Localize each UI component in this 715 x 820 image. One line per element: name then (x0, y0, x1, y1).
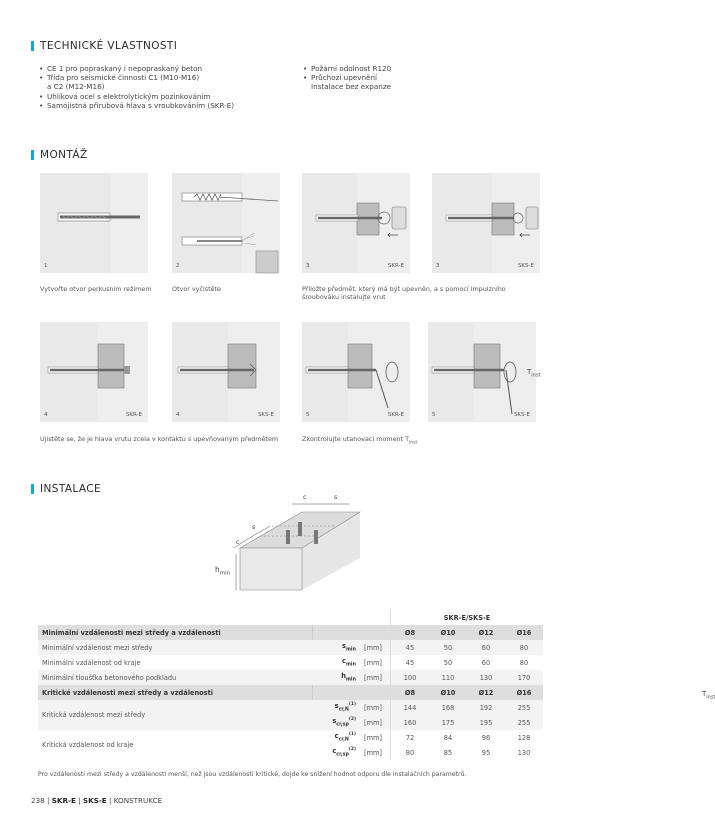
section-heading-instalace (31, 483, 101, 495)
cell: 45 (391, 655, 430, 670)
row-unit: [mm] (360, 700, 391, 715)
caption-text: Zkontrolujte utahovací moment T (302, 435, 410, 443)
feature-item: • Třída pro seismické činnosti C1 (M10-M16) (38, 73, 278, 82)
table-row (38, 655, 543, 670)
product-group-header: SKR-E/SKS-E (391, 610, 544, 625)
dim-h-sub: min (219, 570, 231, 577)
section-marker (31, 484, 34, 494)
cell: 168 (429, 700, 467, 715)
feature-item: • Průchozí upevnění (302, 73, 522, 82)
features-left (38, 64, 278, 110)
cell: 60 (467, 640, 505, 655)
row-label: Kritická vzdálenost mezi středy (38, 700, 312, 730)
step-number: 3 (306, 263, 310, 269)
dim-label-c: c (303, 493, 307, 501)
torque-sub: inst (706, 694, 715, 701)
step-panel (172, 173, 280, 273)
feature-item: Instalace bez expanze (311, 82, 392, 92)
feature-item: • Samojistná přírubová hlava s vroubkováním (SKR-E) (38, 101, 278, 110)
step-panel (428, 322, 536, 422)
cell: 144 (391, 700, 430, 715)
step-panel (40, 173, 148, 273)
dim-label-s: s (252, 523, 256, 531)
row-symbol: $c_{cr,sp}^{(2)}$ (312, 745, 360, 760)
step-number: 1 (44, 263, 48, 269)
drilling-illustration (40, 173, 148, 273)
cell: 255 (505, 715, 543, 730)
cell: 50 (429, 655, 467, 670)
cell: 72 (391, 730, 430, 745)
step-panel (432, 173, 540, 273)
step-number: 4 (44, 412, 48, 418)
step-panel (302, 173, 410, 273)
product-tag: SKR-E (387, 412, 404, 418)
torque-symbol: T (702, 690, 707, 698)
step-number: 3 (436, 263, 440, 269)
footer-separator: | (44, 796, 52, 805)
section-marker (31, 41, 34, 51)
install-screw-illustration (432, 173, 540, 273)
row-symbol: $c_{min}$ (312, 655, 360, 670)
product-tag: SKR-E (387, 263, 404, 269)
feature-item-cont: a C2 (M12-M16) (47, 82, 105, 92)
check-head-illustration (172, 322, 280, 422)
cell: 255 (505, 700, 543, 715)
section-title: TECHNICKÉ VLASTNOSTI (40, 40, 178, 52)
row-symbol: $s_{min}$ (312, 640, 360, 655)
feature-item: • Uhlíková ocel s elektrolytickým pozinkováním (38, 92, 278, 101)
torque-label (702, 690, 715, 700)
caption-step3: Přiložte předmět, který má být upevněn, a s pomocí impulzního šroubováku instalujte vrut (302, 285, 506, 301)
size-header: Ø16 (505, 625, 543, 640)
features-right (302, 64, 522, 92)
cell: 130 (505, 745, 543, 760)
caption-step5 (302, 436, 542, 447)
table-row (38, 730, 543, 745)
row-symbol: $c_{cr,N}^{(1)}$ (312, 730, 360, 745)
row-label: Kritická vzdálenost od kraje (38, 730, 312, 760)
row-symbol: $h_{min}$ (312, 670, 360, 685)
caption-step1: Vytvořte otvor perkusním režimem (40, 285, 152, 293)
product-tag: SKS-E (513, 412, 530, 418)
section-title: INSTALACE (40, 483, 102, 495)
cell: 160 (391, 715, 430, 730)
cell: 60 (467, 655, 505, 670)
torque-symbol: T (527, 368, 532, 376)
row-label: Minimální vzdálenost mezi středy (38, 640, 312, 655)
feature-item: • CE 1 pro popraskaný i nepopraskaný beton (38, 64, 278, 73)
torque-label (527, 368, 540, 378)
cell: 95 (467, 745, 505, 760)
footer-separator: | (106, 796, 114, 805)
footer-category: KONSTRUKCE (113, 796, 163, 805)
section-marker (31, 150, 34, 160)
install-screw-illustration (302, 173, 410, 273)
torque-sub: inst (531, 372, 541, 379)
size-header: Ø16 (505, 685, 543, 700)
row-unit: [mm] (360, 655, 391, 670)
row-symbol: $s_{cr,N}^{(1)}$ (312, 700, 360, 715)
step-panel (172, 322, 280, 422)
torque-check-illustration (428, 322, 536, 422)
product-tag: SKS-E (257, 412, 274, 418)
section-title: MONTÁŽ (40, 149, 88, 161)
step-number: 4 (176, 412, 180, 418)
cell: 96 (467, 730, 505, 745)
size-header: Ø10 (429, 625, 467, 640)
row-label: Minimální tloušťka betonového podkladu (38, 670, 312, 685)
cell: 175 (429, 715, 467, 730)
cell: 84 (429, 730, 467, 745)
cell: 170 (505, 670, 543, 685)
cell: 85 (429, 745, 467, 760)
dim-label-h (215, 565, 230, 577)
product-tag: SKS-E (517, 263, 534, 269)
cell: 128 (505, 730, 543, 745)
table-row (38, 700, 543, 715)
row-unit: [mm] (360, 745, 391, 760)
table-row (38, 640, 543, 655)
size-header: Ø8 (391, 685, 430, 700)
row-unit: [mm] (360, 670, 391, 685)
product-tag: SKR-E (125, 412, 142, 418)
page-footer (31, 796, 162, 805)
spec-table (38, 610, 543, 760)
row-symbol: $s_{cr,sp}^{(2)}$ (312, 715, 360, 730)
size-header: Ø12 (467, 685, 505, 700)
feature-item: • Požární odolnost R120 (302, 64, 522, 73)
step-number: 2 (176, 263, 180, 269)
cell: 80 (391, 745, 430, 760)
row-label: Minimální vzdálenost od kraje (38, 655, 312, 670)
table-section-header: Kritické vzdálenosti mezi středy a vzdálenosti (38, 685, 312, 700)
check-head-illustration (40, 322, 148, 422)
row-unit: [mm] (360, 715, 391, 730)
concrete-slab-diagram (210, 490, 370, 595)
cell: 45 (391, 640, 430, 655)
cleaning-illustration (172, 173, 280, 273)
step-panel (40, 322, 148, 422)
section-heading-tech (31, 40, 177, 52)
row-unit: [mm] (360, 730, 391, 745)
footer-product-b: SKS-E (82, 796, 107, 805)
caption-step2: Otvor vyčistěte (172, 285, 221, 293)
cell: 80 (505, 655, 543, 670)
dim-h: h (215, 565, 220, 574)
dim-label-s: s (334, 493, 338, 501)
cell: 110 (429, 670, 467, 685)
step-number: 5 (306, 412, 310, 418)
step-number: 5 (432, 412, 436, 418)
row-unit: [mm] (360, 640, 391, 655)
cell: 192 (467, 700, 505, 715)
caption-step4: Ujistěte se, že je hlava vrutu zcela v kontaktu s upevňovaným předmětem (40, 435, 279, 443)
torque-check-illustration (302, 322, 410, 422)
size-header: Ø12 (467, 625, 505, 640)
caption-sub: inst (409, 440, 418, 446)
cell: 50 (429, 640, 467, 655)
feature-item (38, 82, 278, 91)
cell: 100 (391, 670, 430, 685)
footer-product-a: SKR-E (51, 796, 76, 805)
size-header: Ø10 (429, 685, 467, 700)
cell: 130 (467, 670, 505, 685)
cell: 195 (467, 715, 505, 730)
cell: 80 (505, 640, 543, 655)
table-footnote: Pro vzdálenosti mezi středy a vzdálenosti menší, než jsou vzdálenosti kritické, dojde ke snížení hodnot odporu dle instalačních parametrů. (38, 771, 467, 778)
dim-label-c: c (236, 538, 240, 546)
size-header: Ø8 (391, 625, 430, 640)
page-number: 238 (31, 796, 45, 805)
table-section-header: Minimální vzdálenosti mezi středy a vzdálenosti (38, 625, 312, 640)
table-row (38, 670, 543, 685)
footer-separator: | (75, 796, 83, 805)
section-heading-montaz (31, 149, 88, 161)
